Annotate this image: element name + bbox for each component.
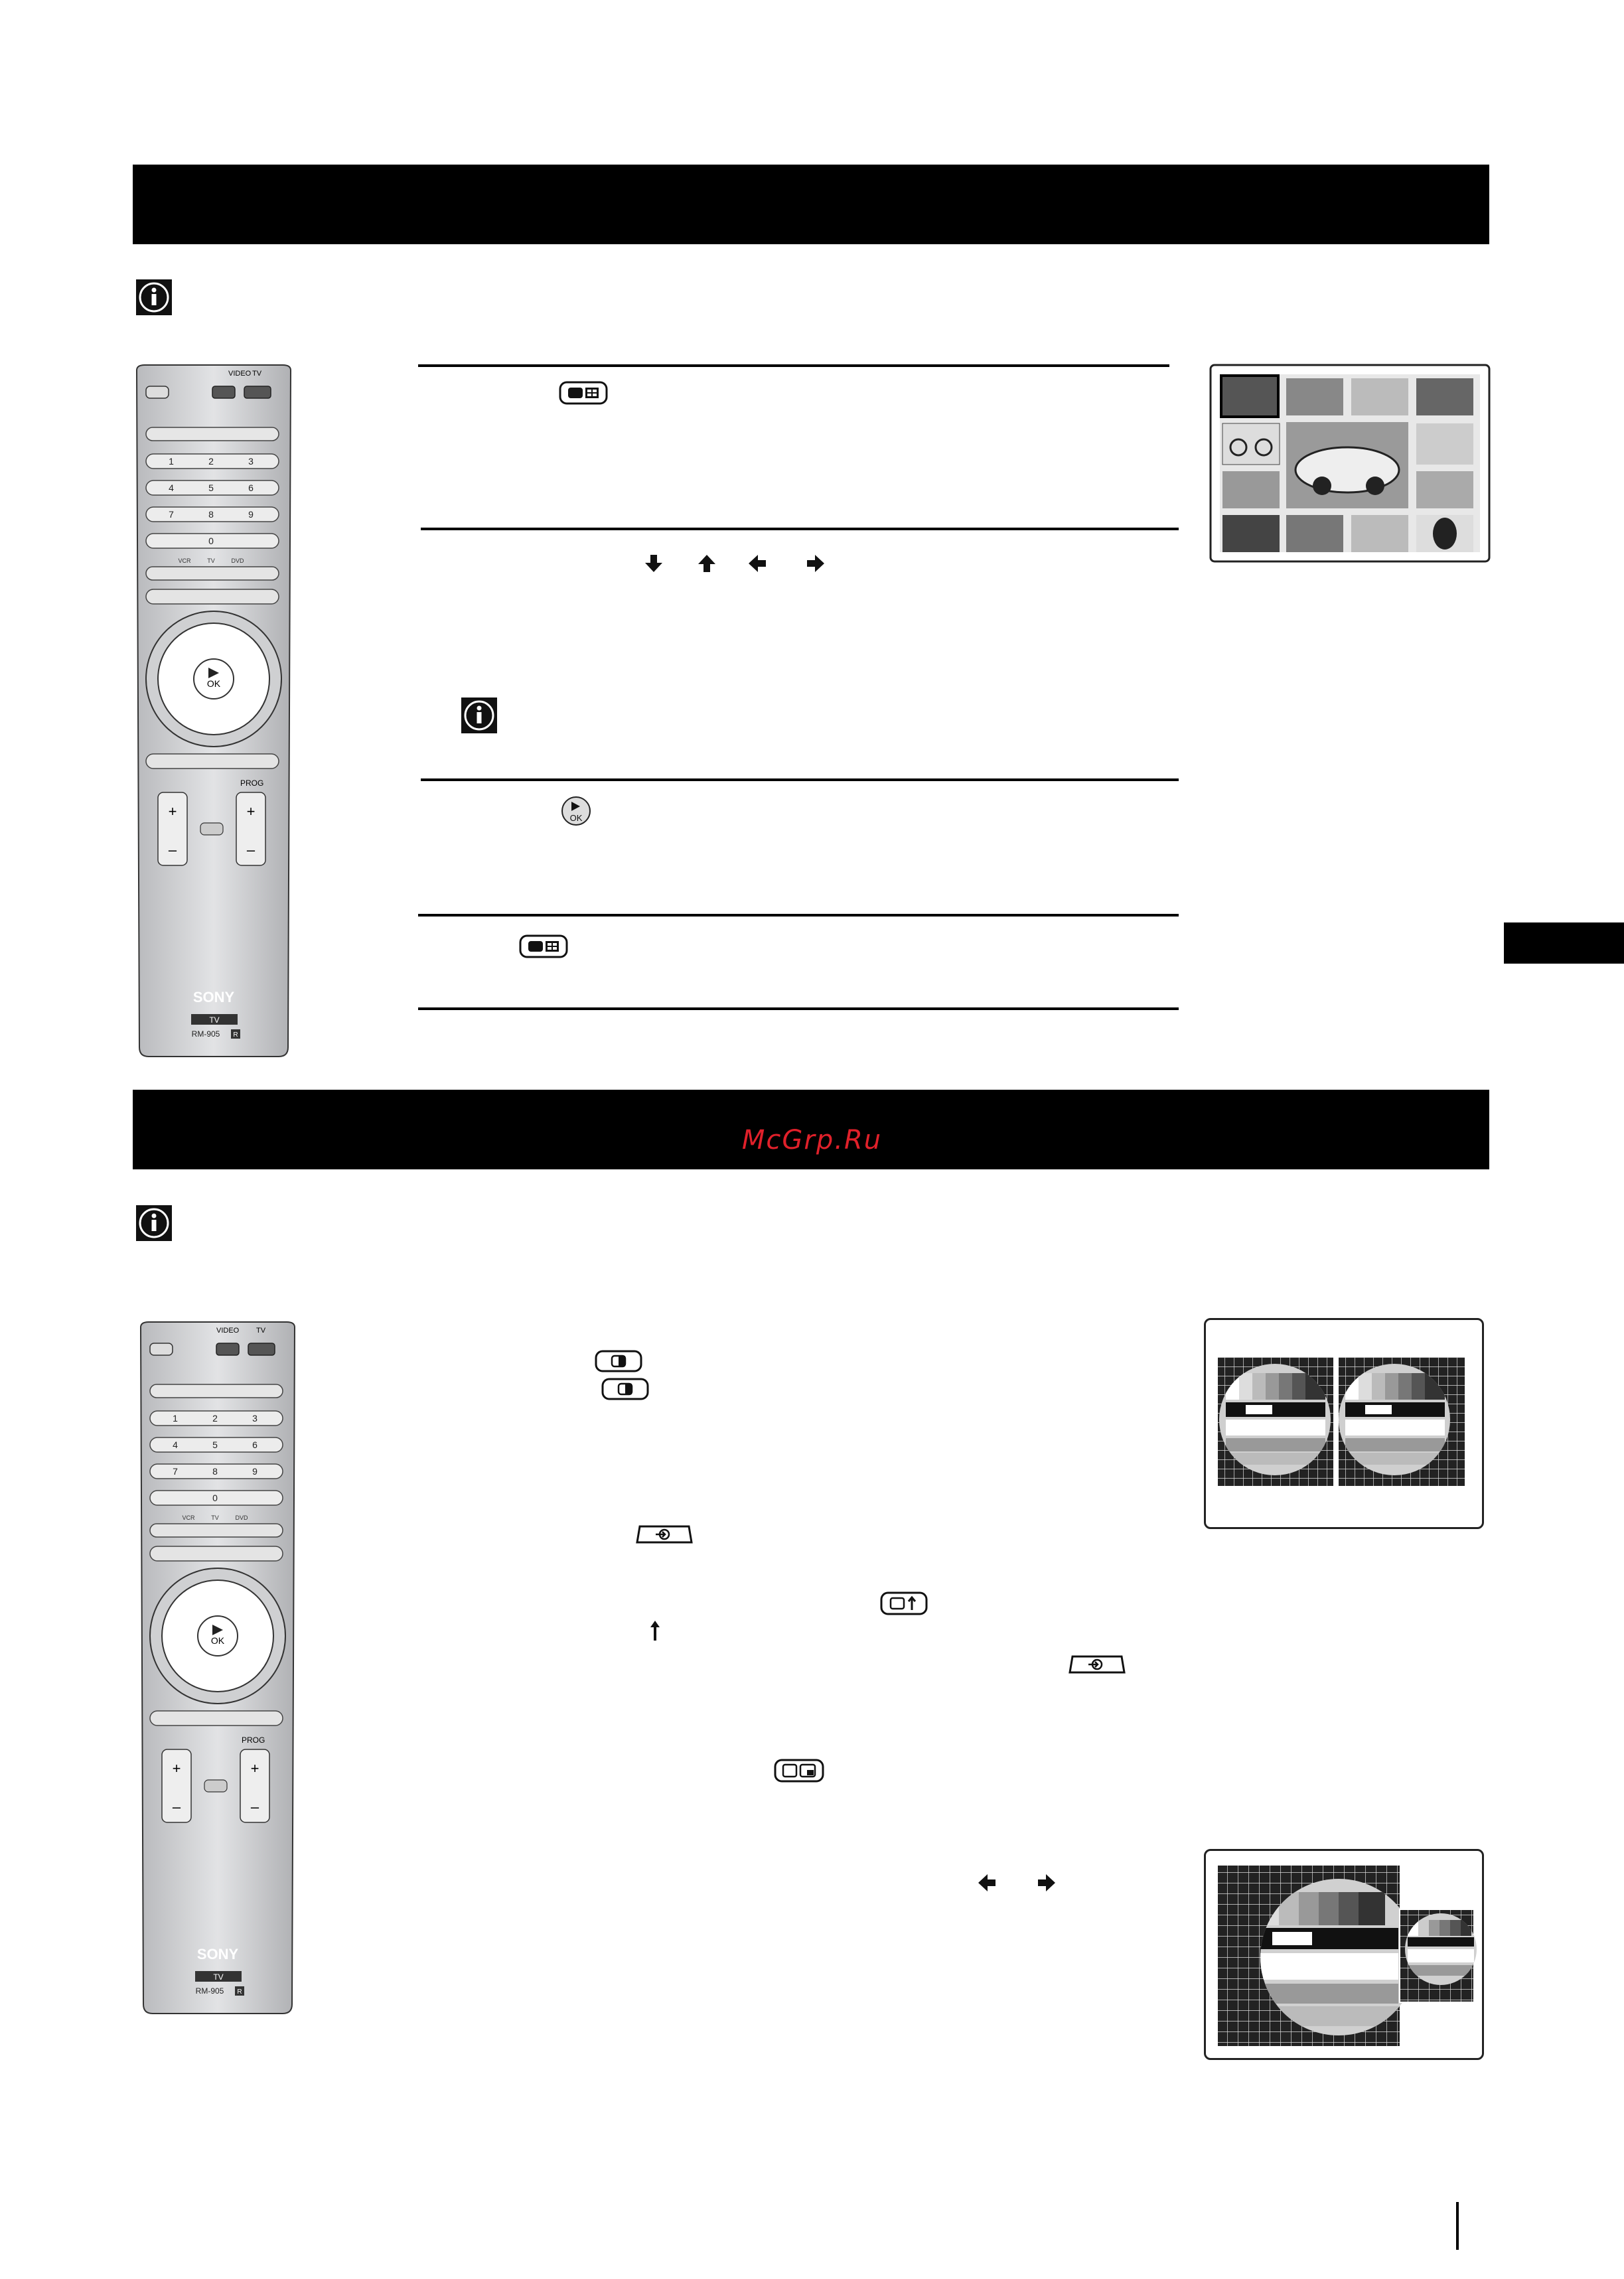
svg-text:9: 9 — [248, 509, 254, 520]
svg-text:R: R — [233, 1031, 238, 1039]
remote-control — [131, 364, 296, 1059]
input-select-button-icon — [1069, 1654, 1126, 1675]
svg-text:8: 8 — [208, 509, 214, 520]
svg-text:OK: OK — [210, 1635, 225, 1646]
svg-text:–: – — [250, 1799, 259, 1815]
svg-text:8: 8 — [212, 1466, 218, 1477]
svg-text:0: 0 — [212, 1493, 218, 1503]
svg-text:TV: TV — [209, 1015, 220, 1025]
svg-text:6: 6 — [252, 1439, 258, 1450]
index-button-icon — [559, 381, 608, 405]
svg-text:VCR: VCR — [178, 557, 191, 564]
svg-text:–: – — [168, 842, 177, 858]
svg-text:TV: TV — [207, 557, 215, 564]
svg-text:TV: TV — [256, 1327, 266, 1335]
ok-label: OK — [206, 678, 221, 689]
svg-text:TV: TV — [213, 1972, 224, 1982]
svg-text:7: 7 — [173, 1466, 178, 1477]
svg-text:RM-905: RM-905 — [195, 1986, 224, 1996]
svg-text:RM-905: RM-905 — [191, 1029, 220, 1039]
arrow-left-icon — [746, 552, 769, 575]
svg-text:3: 3 — [248, 456, 254, 467]
dual-screen-button-icon — [595, 1350, 642, 1372]
index-button-icon — [519, 934, 568, 958]
svg-text:+: + — [250, 1760, 259, 1777]
dual-screen-button-icon — [601, 1378, 649, 1400]
svg-text:R: R — [237, 1988, 242, 1996]
svg-text:5: 5 — [212, 1439, 218, 1450]
step-divider — [421, 778, 1179, 781]
remote-control — [135, 1321, 300, 2016]
info-icon — [135, 1205, 173, 1242]
brand-label: SONY — [192, 989, 235, 1005]
video-label: VIDEO — [228, 370, 252, 378]
ok-button-icon — [560, 795, 592, 827]
svg-text:PROG: PROG — [240, 778, 264, 788]
arrow-up-icon — [696, 552, 718, 575]
step-divider — [418, 914, 1179, 917]
step-divider — [418, 1007, 1179, 1010]
svg-text:DVD: DVD — [235, 1514, 248, 1521]
section1-header-bar — [133, 165, 1489, 244]
svg-text:4: 4 — [169, 482, 174, 493]
svg-text:–: – — [172, 1799, 181, 1815]
input-select-button-icon — [636, 1524, 693, 1545]
svg-text:PROG: PROG — [242, 1735, 265, 1745]
svg-text:DVD: DVD — [231, 557, 244, 564]
arrow-left-icon — [976, 1872, 998, 1894]
arrow-right-icon — [804, 552, 827, 575]
svg-text:VCR: VCR — [182, 1514, 195, 1521]
svg-text:2: 2 — [212, 1413, 218, 1424]
svg-text:4: 4 — [173, 1439, 178, 1450]
side-by-side-test-pattern — [1204, 1318, 1484, 1529]
svg-text:TV: TV — [211, 1514, 219, 1521]
svg-text:–: – — [246, 842, 256, 858]
svg-text:2: 2 — [208, 456, 214, 467]
picture-in-picture-test-pattern — [1204, 1849, 1484, 2060]
step-divider — [418, 364, 1169, 367]
arrow-up-icon — [644, 1619, 666, 1642]
svg-text:1: 1 — [173, 1413, 178, 1424]
arrow-down-icon — [642, 552, 665, 575]
watermark-text: McGrp.Ru — [741, 1125, 883, 1155]
svg-text:+: + — [172, 1760, 181, 1777]
info-icon — [461, 697, 498, 734]
pip-button-icon — [774, 1759, 824, 1783]
svg-text:SONY: SONY — [196, 1946, 239, 1962]
svg-text:+: + — [168, 803, 177, 820]
page-tab — [1504, 922, 1624, 964]
page-margin-line — [1456, 2202, 1459, 2250]
svg-text:VIDEO: VIDEO — [216, 1327, 240, 1335]
svg-text:3: 3 — [252, 1413, 258, 1424]
svg-text:0: 0 — [208, 536, 214, 546]
svg-text:OK: OK — [569, 813, 583, 823]
svg-text:9: 9 — [252, 1466, 258, 1477]
arrow-right-icon — [1035, 1872, 1058, 1894]
svg-text:+: + — [246, 803, 256, 820]
tv-label: TV — [252, 370, 262, 378]
info-icon — [135, 279, 173, 316]
teletext-up-button-icon — [880, 1591, 928, 1615]
picture-index-grid — [1209, 364, 1491, 563]
svg-text:7: 7 — [169, 509, 174, 520]
svg-text:6: 6 — [248, 482, 254, 493]
svg-text:1: 1 — [169, 456, 174, 467]
svg-text:5: 5 — [208, 482, 214, 493]
step-divider — [421, 528, 1179, 530]
